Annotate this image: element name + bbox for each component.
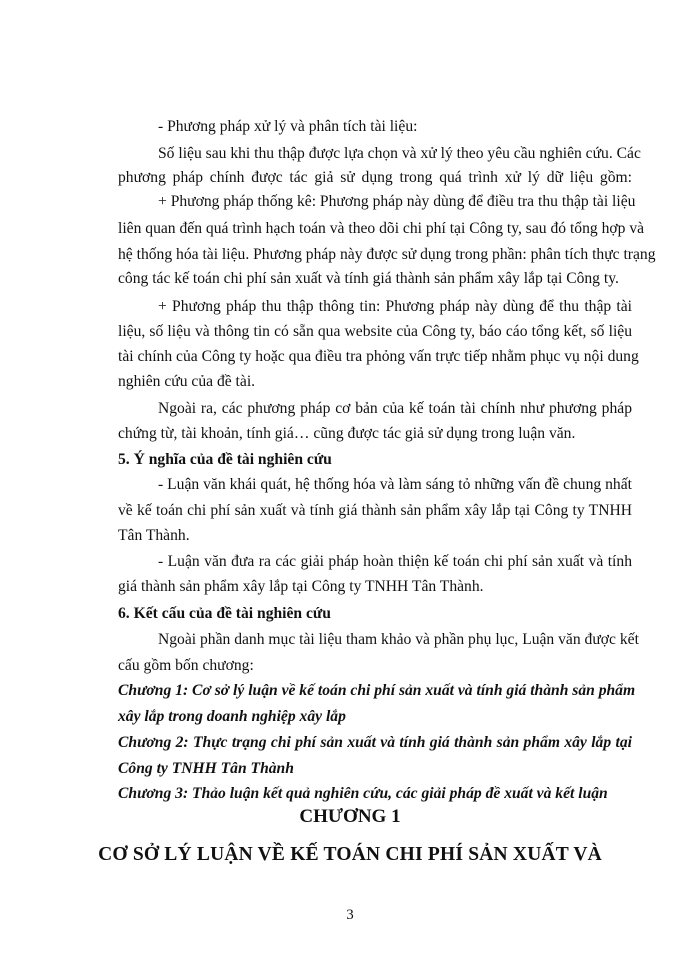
text-line: về kế toán chi phí sản xuất và tính giá thành sản phẩm xây lắp tại Công ty TNHH <box>118 502 632 519</box>
chapter-title: CƠ SỞ LÝ LUẬN VỀ KẾ TOÁN CHI PHÍ SẢN XUẤT VÀ <box>98 844 602 865</box>
text-line: giá thành sản phẩm xây lắp tại Công ty TNHH Tân Thành. <box>118 578 484 595</box>
text-line: + Phương pháp thu thập thông tin: Phương pháp này dùng để thu thập tài <box>158 298 632 315</box>
text-line: Ngoài ra, các phương pháp cơ bản của kế toán tài chính như phương pháp <box>158 400 632 417</box>
text-line: tài chính của Công ty hoặc qua điều tra phỏng vấn trực tiếp nhằm phục vụ nội dung <box>118 348 639 365</box>
text-line: phương pháp chính được tác giả sử dụng trong quá trình xử lý dữ liệu gồm: <box>118 169 632 186</box>
text-line: Số liệu sau khi thu thập được lựa chọn và xử lý theo yêu cầu nghiên cứu. Các <box>158 145 641 162</box>
chapter-outline-line: Chương 3: Thảo luận kết quả nghiên cứu, các giải pháp đề xuất và kết luận <box>118 785 608 802</box>
chapter-outline-line: Công ty TNHH Tân Thành <box>118 760 294 777</box>
chapter-outline-line: Chương 1: Cơ sở lý luận về kế toán chi phí sản xuất và tính giá thành sản phẩm <box>118 682 636 699</box>
text-line: chứng từ, tài khoản, tính giá… cũng được tác giả sử dụng trong luận văn. <box>118 425 576 442</box>
text-line: công tác kế toán chi phí sản xuất và tính giá thành sản phẩm xây lắp tại Công ty. <box>118 270 619 287</box>
chapter-outline-line: xây lắp trong doanh nghiệp xây lắp <box>118 708 346 725</box>
section-heading: 6. Kết cấu của đề tài nghiên cứu <box>118 605 331 622</box>
page-number: 3 <box>346 907 354 923</box>
chapter-heading: CHƯƠNG 1 <box>299 806 401 827</box>
chapter-outline-line: Chương 2: Thực trạng chi phí sản xuất và tính giá thành sản phẩm xây lắp tại <box>118 734 632 751</box>
section-heading: 5. Ý nghĩa của đề tài nghiên cứu <box>118 451 332 468</box>
text-line: liệu, số liệu và thông tin có sẵn qua website của Công ty, báo cáo tổng kết, số liệu <box>118 323 632 340</box>
text-line: Ngoài phần danh mục tài liệu tham khảo và phần phụ lục, Luận văn được kết <box>158 631 639 648</box>
text-line: + Phương pháp thống kê: Phương pháp này dùng để điều tra thu thập tài liệu <box>158 193 636 210</box>
text-line: - Luận văn khái quát, hệ thống hóa và làm sáng tỏ những vấn đề chung nhất <box>158 476 632 493</box>
text-line: cấu gồm bốn chương: <box>118 657 254 674</box>
text-line: nghiên cứu của đề tài. <box>118 373 256 390</box>
text-line: Tân Thành. <box>118 527 190 544</box>
text-line: - Phương pháp xử lý và phân tích tài liệu: <box>158 118 418 135</box>
text-line: liên quan đến quá trình hạch toán và theo dõi chi phí tại Công ty, sau đó tổng hợp và <box>118 220 645 237</box>
text-line: hệ thống hóa tài liệu. Phương pháp này được sử dụng trong phần: phân tích thực trạng <box>118 246 656 263</box>
text-line: - Luận văn đưa ra các giải pháp hoàn thiện kế toán chi phí sản xuất và tính <box>158 553 632 570</box>
